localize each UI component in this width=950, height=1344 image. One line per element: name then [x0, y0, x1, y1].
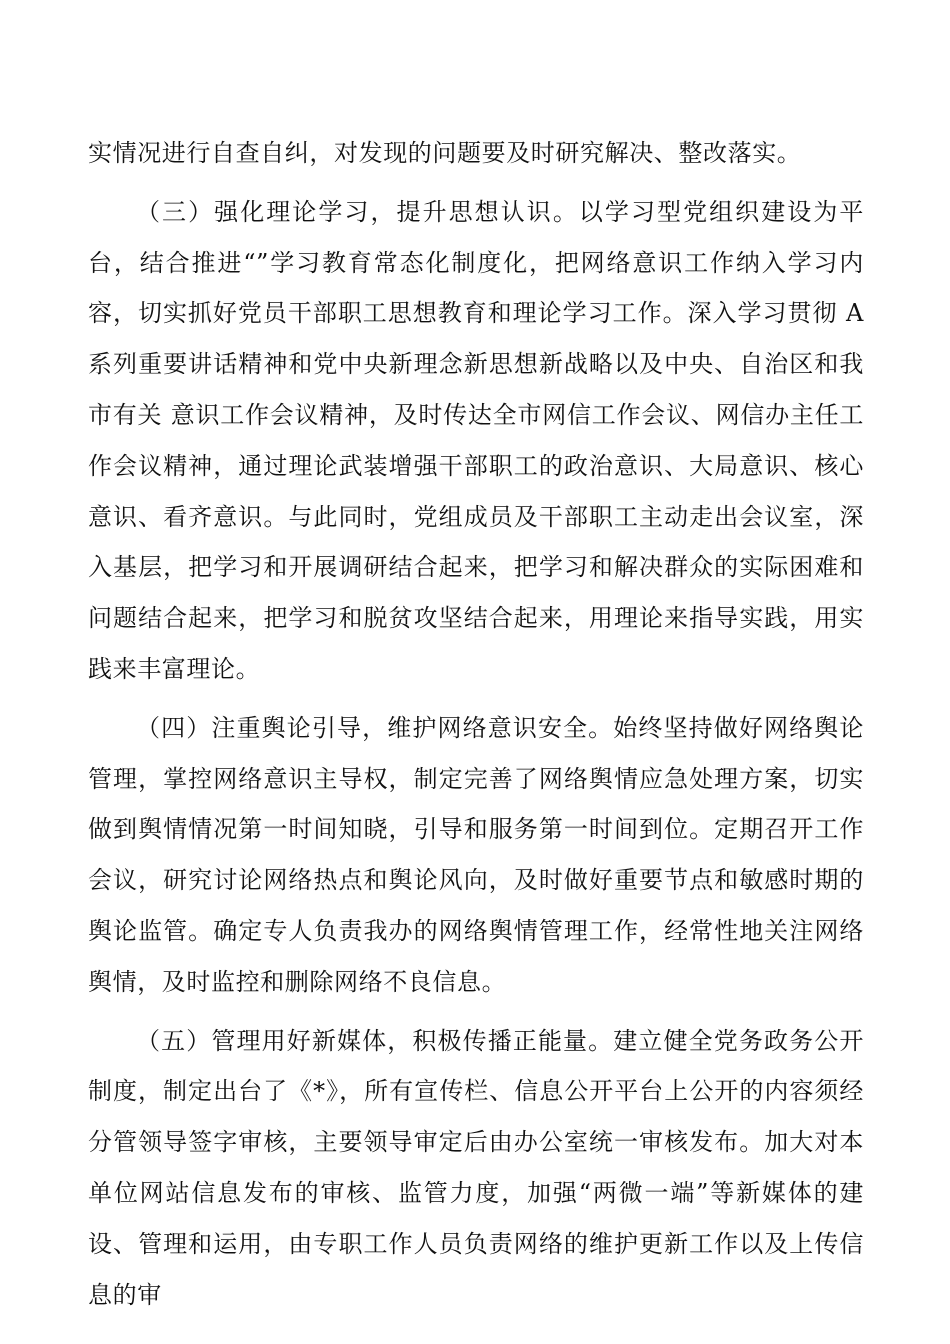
document-body	[88, 128, 864, 1320]
paragraph-section-5: （五）管理用好新媒体，积极传播正能量。建立健全党务政务公开制度，制定出台了《*》，所有宣传栏、信息公开平台上公开的内容须经分管领导签字审核，主要领导审定后由办公室统一审核发布。加大对本单位网站信息发布的审核、监管力度，加强“两微一端”等新媒体的建设、管理和运用，由专职工作人员负责网络的维护更新工作以及上传信息的审	[88, 1026, 864, 1309]
paragraph-section-3: （三）强化理论学习，提升思想认识。以学习型党组织建设为平台，结合推进“”学习教育常态化制度化，把网络意识工作纳入学习内容，切实抓好党员干部职工思想教育和理论学习工作。深入学习贯彻 A 系列重要讲话精神和党中央新理念新思想新战略以及中央、自治区和我市有关 意识工作会议精神，及时传达全市网信工作会议、网信办主任工作会议精神，通过理论武装增强干部职工的政治意识、大局意识、核心意识、看齐意识。与此同时，党组成员及干部职工主动走出会议室，深入基层，把学习和开展调研结合起来，把学习和解决群众的实际困难和问题结合起来，把学习和脱贫攻坚结合起来，用理论来指导实践，用实践来丰富理论。	[88, 197, 864, 683]
paragraph-continuation: 实情况进行自查自纠，对发现的问题要及时研究解决、整改落实。	[88, 139, 802, 167]
paragraph-section-4: （四）注重舆论引导，维护网络意识安全。始终坚持做好网络舆论管理，掌控网络意识主导权，制定完善了网络舆情应急处理方案，切实做到舆情情况第一时间知晓，引导和服务第一时间到位。定期召开工作会议，研究讨论网络热点和舆论风向，及时做好重要节点和敏感时期的舆论监管。确定专人负责我办的网络舆情管理工作，经常性地关注网络舆情，及时监控和删除网络不良信息。	[88, 713, 864, 996]
